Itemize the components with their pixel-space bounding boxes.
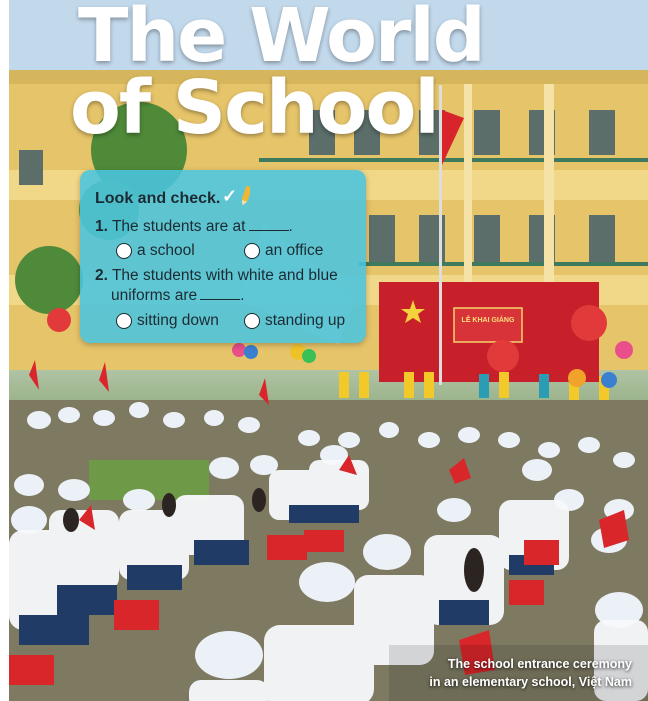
ceremony-banner-text: LỄ KHAI GIẢNG	[461, 317, 515, 324]
answer-blank	[200, 286, 240, 300]
ceremony-banner	[454, 308, 522, 342]
exercise-heading: Look and check.	[95, 190, 221, 207]
title-line-1: The World	[78, 0, 484, 79]
answer-blank	[249, 217, 289, 231]
question-1-end: .	[288, 218, 293, 235]
radio-circle-icon[interactable]	[116, 313, 132, 329]
question-2-number: 2.	[95, 267, 108, 284]
question-2	[95, 266, 338, 306]
option-label: sitting down	[137, 312, 219, 329]
option-an-office[interactable]	[244, 242, 323, 260]
photo-caption	[429, 655, 632, 691]
page-title	[70, 0, 484, 151]
question-1-text: The students are at	[111, 218, 246, 235]
student-cap	[299, 562, 355, 602]
title-line-2: of School	[70, 65, 438, 151]
question-2-text-line-1: The students with white and blue	[111, 267, 338, 284]
option-a-school[interactable]	[116, 242, 195, 260]
radio-circle-icon[interactable]	[244, 313, 260, 329]
option-sitting-down[interactable]	[116, 312, 219, 330]
option-label: standing up	[265, 312, 346, 329]
caption-line-2: in an elementary school, Việt Nam	[429, 675, 632, 689]
option-standing-up[interactable]	[244, 312, 345, 330]
option-label: an office	[265, 242, 324, 259]
question-2-end: .	[240, 287, 245, 304]
question-1	[95, 217, 293, 237]
question-1-number: 1.	[95, 218, 108, 235]
radio-circle-icon[interactable]	[116, 243, 132, 259]
question-2-text-line-2: uniforms are	[111, 287, 198, 304]
caption-line-1: The school entrance ceremony	[447, 657, 632, 671]
pencil-icon	[242, 186, 250, 206]
check-icon: ✓	[222, 186, 238, 206]
look-and-check-panel	[80, 170, 366, 343]
radio-circle-icon[interactable]	[244, 243, 260, 259]
option-label: a school	[137, 242, 195, 259]
